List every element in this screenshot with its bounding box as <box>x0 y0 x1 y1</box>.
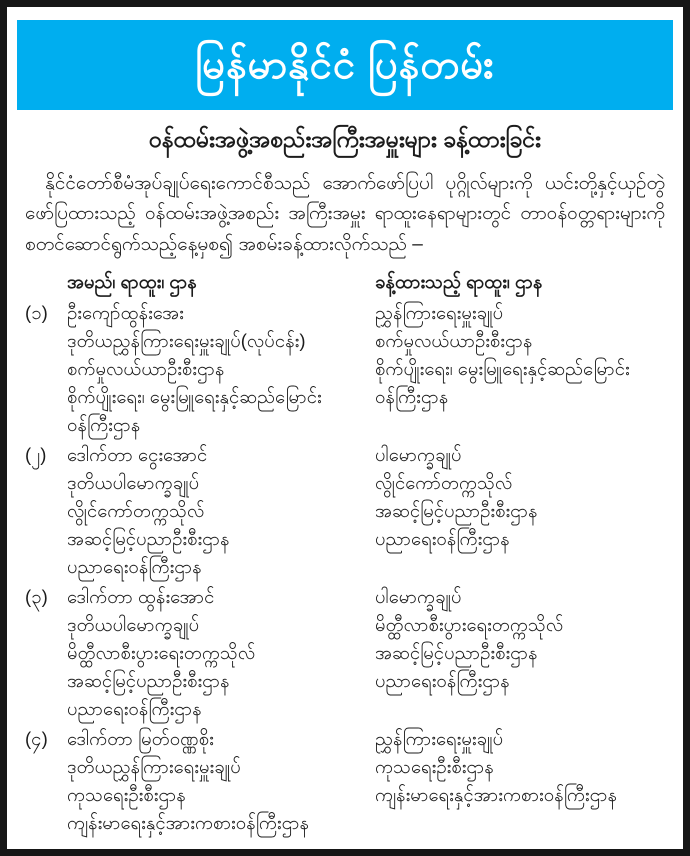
appointment-entry <box>25 299 669 439</box>
detail-line: ဒုတိယပါမောက္ခချုပ် <box>67 614 200 636</box>
detail-line: မိတ္ထီလာစီးပွားရေးတက္ကသိုလ် <box>375 614 564 636</box>
detail-line: ကုသရေးဦးစီးဌာန <box>375 756 494 778</box>
entry-number: (၁) <box>25 302 48 324</box>
detail-line: ကျန်းမာရေးနှင့်အားကစားဝန်ကြီးဌာန <box>375 784 618 806</box>
detail-line: အဆင့်မြင့်ပညာဦးစီးဌာန <box>67 670 230 692</box>
detail-line: အဆင့်မြင့်ပညာဦးစီးဌာန <box>67 528 230 550</box>
detail-line: အဆင့်မြင့်ပညာဦးစီးဌာန <box>375 642 538 664</box>
detail-line: ညွှန်ကြားရေးမှူးချုပ် <box>375 302 504 324</box>
gazette-banner <box>17 20 673 110</box>
detail-line: ကုသရေးဦးစီးဌာန <box>67 784 186 806</box>
detail-line: လွိုင်ကော်တက္ကသိုလ် <box>375 472 513 494</box>
detail-line: ကျန်းမာရေးနှင့်အားကစားဝန်ကြီးဌာန <box>67 812 310 834</box>
name-position-cell <box>67 441 375 581</box>
detail-line: ဒုတိယညွှန်ကြားရေးမှူးချုပ်(လုပ်ငန်း) <box>67 330 306 352</box>
detail-line: ပညာရေးဝန်ကြီးဌာန <box>375 670 510 692</box>
appointment-entry <box>25 583 669 723</box>
intro-paragraph: နိုင်ငံတော်စီမံအုပ်ချုပ်ရေးကောင်စီသည် အောက်ဖော်ပြပါ ပုဂ္ဂိုလ်များကို ယင်းတို့နှင့်ယှဉ်တွဲ ဖော်ပြထားသည့် ဝန်ထမ်းအဖွဲ့အစည်း အကြီးအမှူး ရာထူးနေရာများတွင် တာဝန်ဝတ္တရားများကို စတင်ဆောင်ရွက်သည့်နေ့မှစ၍ အစမ်းခန့်ထားလိုက်သည် – <box>25 173 665 255</box>
detail-line: ပါမောက္ခချုပ် <box>375 586 462 608</box>
detail-line: ဒုတိယပါမောက္ခချုပ် <box>67 472 200 494</box>
page-title: ဝန်ထမ်းအဖွဲ့အစည်းအကြီးအမှူးများ ခန့်ထားခြင်း <box>148 126 542 152</box>
detail-line: ဒုတိယညွှန်ကြားရေးမှူးချုပ် <box>67 756 241 778</box>
appointment-entry <box>25 441 669 581</box>
gazette-banner-title: မြန်မာနိုင်ငံ ပြန်တမ်း <box>195 43 495 87</box>
detail-line: စိုက်ပျိုးရေး၊ မွေးမြူရေးနှင့်ဆည်မြောင်း <box>375 358 630 380</box>
detail-line: လွိုင်ကော်တက္ကသိုလ် <box>67 500 205 522</box>
detail-line: မိတ္ထီလာစီးပွားရေးတက္ကသိုလ် <box>67 642 256 664</box>
appointment-entry <box>25 725 669 837</box>
detail-line: ပညာရေးဝန်ကြီးဌာန <box>375 528 510 550</box>
detail-line: စက်မှုလယ်ယာဦးစီးဌာန <box>375 330 533 352</box>
entry-number: (၂) <box>25 444 47 466</box>
name-position-cell <box>67 583 375 723</box>
appointed-position-cell <box>375 441 669 553</box>
detail-line: ဝန်ကြီးဌာန <box>67 414 141 436</box>
column-header-name-position: အမည်၊ ရာထူး၊ ဌာန <box>67 271 197 293</box>
detail-line: စိုက်ပျိုးရေး၊ မွေးမြူရေးနှင့်ဆည်မြောင်း <box>67 386 322 408</box>
appointments-list <box>25 268 669 837</box>
detail-line: ပညာရေးဝန်ကြီးဌာန <box>67 556 202 578</box>
detail-line: ညွှန်ကြားရေးမှူးချုပ် <box>375 728 504 750</box>
appointed-position-cell <box>375 725 669 809</box>
name-position-cell <box>67 299 375 439</box>
appointed-position-cell <box>375 299 669 411</box>
detail-line: ဒေါက်တာ ငွေးအောင် <box>67 444 208 466</box>
detail-line: ပညာရေးဝန်ကြီးဌာန <box>67 698 202 720</box>
detail-line: အဆင့်မြင့်ပညာဦးစီးဌာန <box>375 500 538 522</box>
entry-number: (၄) <box>25 728 48 750</box>
detail-line: ပါမောက္ခချုပ် <box>375 444 462 466</box>
table-header-row <box>25 268 669 296</box>
entry-number: (၃) <box>25 586 48 608</box>
detail-line: ဦးကျော်ထွန်းအေး <box>67 302 184 324</box>
detail-line: ဒေါက်တာ မြတ်ဝဏ္ဏစိုး <box>67 728 214 750</box>
detail-line: စက်မှုလယ်ယာဦးစီးဌာန <box>67 358 225 380</box>
appointed-position-cell <box>375 583 669 695</box>
detail-line: ဒေါက်တာ ထွန်းအောင် <box>67 586 215 608</box>
detail-line: ဝန်ကြီးဌာန <box>375 386 449 408</box>
column-header-appointed-position: ခန့်ထားသည့် ရာထူး၊ ဌာန <box>375 271 543 293</box>
name-position-cell <box>67 725 375 837</box>
